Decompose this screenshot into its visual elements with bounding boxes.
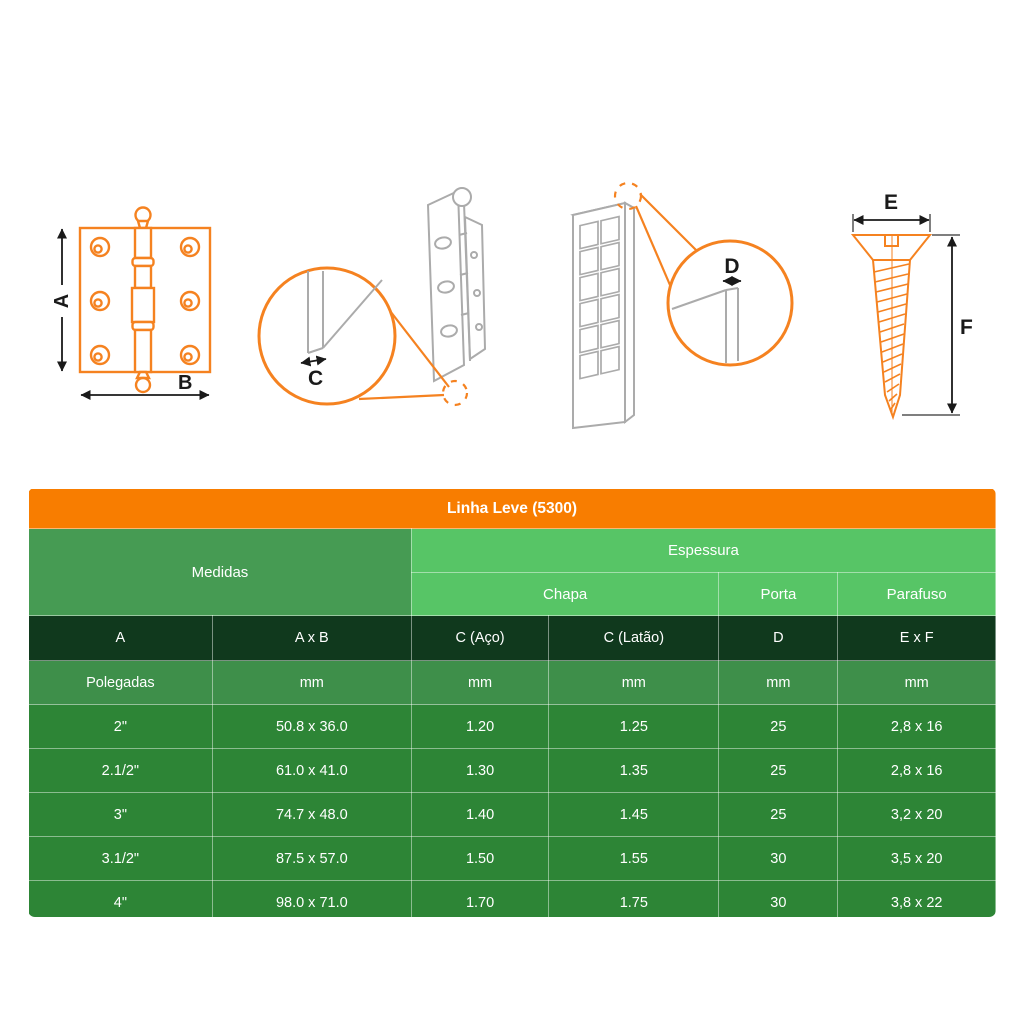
spec-table-container (28, 488, 996, 917)
group-header-medidas: Medidas (29, 529, 412, 616)
data-cell: 30 (719, 881, 838, 918)
door-drawing (548, 172, 803, 437)
data-cell: 1.70 (411, 881, 548, 918)
data-cell: 87.5 x 57.0 (212, 837, 411, 881)
dimension-f-label: F (960, 316, 973, 339)
data-cell: 61.0 x 41.0 (212, 749, 411, 793)
data-cell: 2,8 x 16 (838, 749, 996, 793)
column-header-row (29, 616, 996, 661)
col-header-exf: E x F (838, 616, 996, 661)
data-cell: 1.45 (549, 793, 719, 837)
sub-header-chapa: Chapa (411, 573, 719, 616)
data-cell: 2" (29, 705, 213, 749)
unit-cell: mm (838, 661, 996, 705)
table-title: Linha Leve (5300) (29, 489, 996, 529)
dimension-d-label: D (724, 255, 740, 278)
data-cell: 1.55 (549, 837, 719, 881)
units-row (29, 661, 996, 705)
dimension-e-label: E (883, 191, 899, 214)
unit-cell: Polegadas (29, 661, 213, 705)
table-row (29, 837, 996, 881)
col-header-c-aco: C (Aço) (411, 616, 548, 661)
data-cell: 3,2 x 20 (838, 793, 996, 837)
data-cell: 1.30 (411, 749, 548, 793)
unit-cell: mm (719, 661, 838, 705)
data-cell: 1.35 (549, 749, 719, 793)
col-header-d: D (719, 616, 838, 661)
hinge-3d (428, 188, 485, 381)
data-cell: 1.50 (411, 837, 548, 881)
data-cell: 3,8 x 22 (838, 881, 996, 918)
hinge-barrel (132, 208, 154, 393)
table-row (29, 881, 996, 918)
data-cell: 25 (719, 749, 838, 793)
dimension-a-label: A (51, 293, 73, 309)
screw-drawing (830, 190, 990, 430)
data-cell: 1.75 (549, 881, 719, 918)
unit-cell: mm (549, 661, 719, 705)
sub-header-porta: Porta (719, 573, 838, 616)
data-cell: 30 (719, 837, 838, 881)
dimension-b-label: B (178, 372, 193, 394)
data-cell: 98.0 x 71.0 (212, 881, 411, 918)
data-cell: 4" (29, 881, 213, 918)
dimension-e (853, 214, 930, 232)
hinge-side-view-drawing (256, 183, 506, 428)
group-header-espessura: Espessura (411, 529, 995, 573)
col-header-a: A (29, 616, 213, 661)
data-cell: 50.8 x 36.0 (212, 705, 411, 749)
sub-header-parafuso: Parafuso (838, 573, 996, 616)
title-row (29, 489, 996, 529)
data-cell: 3" (29, 793, 213, 837)
data-cell: 1.20 (411, 705, 548, 749)
data-cell: 3,5 x 20 (838, 837, 996, 881)
data-cell: 2,8 x 16 (838, 705, 996, 749)
data-cell: 1.40 (411, 793, 548, 837)
col-header-axb: A x B (212, 616, 411, 661)
unit-cell: mm (212, 661, 411, 705)
table-row (29, 749, 996, 793)
door-3d (573, 203, 634, 428)
data-cell: 74.7 x 48.0 (212, 793, 411, 837)
data-cell: 25 (719, 793, 838, 837)
table-row (29, 705, 996, 749)
spec-table (28, 488, 996, 917)
hinge-front-view-drawing (48, 185, 233, 430)
screw-body (853, 235, 930, 417)
data-cell: 1.25 (549, 705, 719, 749)
table-row (29, 793, 996, 837)
group-header-row (29, 529, 996, 573)
data-cell: 3.1/2" (29, 837, 213, 881)
col-header-c-latao: C (Latão) (549, 616, 719, 661)
dimension-c-label: C (308, 367, 324, 390)
data-cell: 25 (719, 705, 838, 749)
data-cell: 2.1/2" (29, 749, 213, 793)
unit-cell: mm (411, 661, 548, 705)
